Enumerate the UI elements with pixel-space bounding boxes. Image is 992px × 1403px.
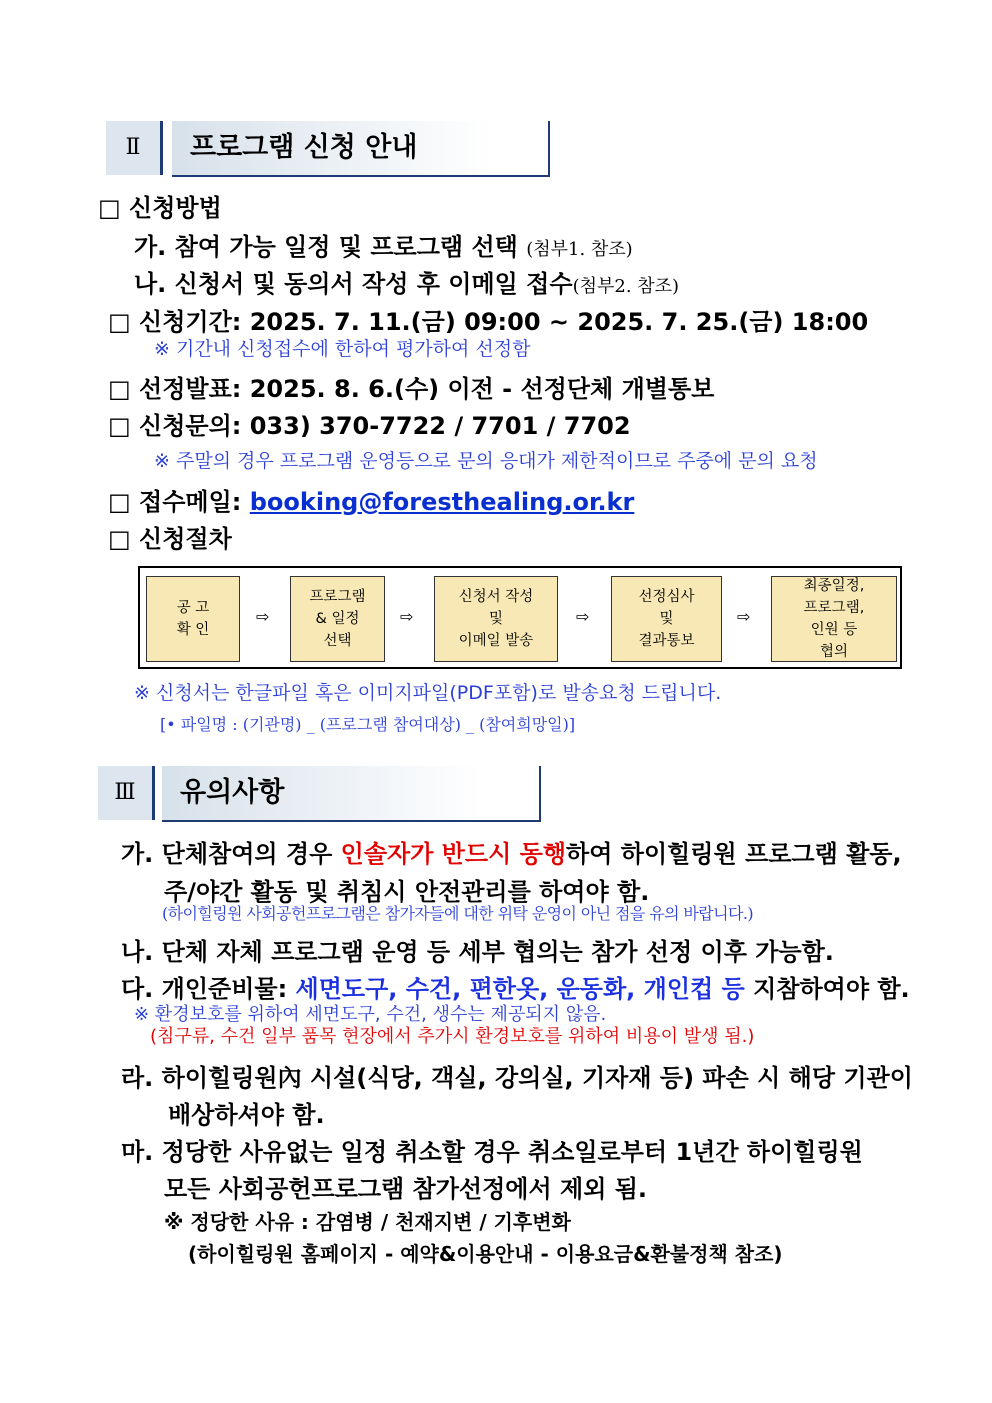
method-item-a (134, 227, 633, 262)
step-notice-check (146, 576, 240, 662)
inquiry-text: □ 신청문의: 033) 370-7722 / 7701 / 7702 (108, 412, 631, 440)
procedure-flow (138, 566, 902, 669)
email-link[interactable]: booking@foresthealing.or.kr (249, 488, 635, 516)
step-line: 및 (488, 611, 503, 627)
arrow-icon: ⇨ (576, 607, 590, 626)
step-line: 프로그램 (309, 589, 366, 605)
step-line: 최종일정, (803, 578, 865, 594)
notice-e-note1: ※ 정당한 사유 : 감염병 / 천재지변 / 기후변화 (164, 1210, 571, 1234)
procedure-note: ※ 신청서는 한글파일 혹은 이미지파일(PDF포함)로 발송요청 드립니다. (134, 682, 722, 704)
arrow-icon: ⇨ (737, 607, 751, 626)
step-line: 선정심사 (638, 589, 695, 605)
method-item-b (134, 264, 679, 299)
announce-text: □ 선정발표: 2025. 8. 6.(수) 이전 - 선정단체 개별통보 (108, 375, 715, 403)
notice-c-post: 지참하여야 함. (744, 975, 910, 1003)
notice-a-post: 하여 하이힐링원 프로그램 활동, (566, 840, 902, 868)
notice-e-note2: (하이힐링원 홈페이지 - 예약&이용안내 - 이용요금&환불정책 참조) (188, 1242, 783, 1266)
section-title: 프로그램 신청 안내 (172, 121, 550, 177)
notice-c (121, 969, 910, 1004)
step-review-result (611, 576, 722, 662)
step-line: 협의 (819, 644, 848, 660)
step-line: 프로그램, (803, 600, 865, 616)
notice-e-line1: 마. 정당한 사유없는 일정 취소할 경우 취소일로부터 1년간 하이힐링원 (121, 1138, 863, 1166)
notice-a-note: (하이힐링원 사회공헌프로그램은 참가자들에 대한 위탁 운영이 아닌 점을 유의 바랍니다.) (162, 904, 753, 923)
section-title: 유의사항 (162, 766, 541, 822)
step-line: 결과통보 (638, 633, 695, 649)
period-text: □ 신청기간: 2025. 7. 11.(금) 09:00 ~ 2025. 7. 25.(금) 18:00 (108, 308, 869, 336)
step-final-consult (771, 576, 897, 662)
method-heading: □ 신청방법 (98, 194, 222, 222)
section-number: Ⅱ (106, 121, 163, 175)
method-item-b-ref: (첨부2. 참조) (572, 276, 680, 297)
notice-c-note1: ※ 환경보호를 위하여 세면도구, 수건, 생수는 제공되지 않음. (134, 1004, 607, 1025)
notice-d-line2: 배상하셔야 함. (168, 1101, 325, 1129)
notice-e-line2: 모든 사회공헌프로그램 참가선정에서 제외 됨. (164, 1175, 648, 1203)
procedure-heading: □ 신청절차 (108, 525, 232, 553)
step-line: 신청서 작성 (458, 589, 534, 605)
step-application-send (434, 576, 558, 662)
arrow-icon: ⇨ (400, 607, 414, 626)
section-number: Ⅲ (98, 766, 155, 820)
step-line: 확 인 (176, 622, 210, 638)
step-line: & 일정 (315, 611, 360, 627)
notice-c-items: 세면도구, 수건, 편한옷, 운동화, 개인컵 등 (295, 975, 745, 1003)
step-line: 이메일 발송 (458, 633, 534, 649)
arrow-icon: ⇨ (256, 607, 270, 626)
notice-a-highlight: 인솔자가 반드시 동행 (340, 840, 567, 868)
method-item-a-ref: (첨부1. 참조) (526, 239, 633, 260)
notice-a-pre: 가. 단체참여의 경우 (121, 840, 341, 868)
notice-c-note2: (침구류, 수건 일부 품목 현장에서 추가시 환경보호를 위하여 비용이 발생 됨.) (150, 1026, 755, 1047)
step-line: 및 (659, 611, 674, 627)
notice-b: 나. 단체 자체 프로그램 운영 등 세부 협의는 참가 선정 이후 가능함. (121, 938, 834, 966)
email-label: □ 접수메일: (108, 488, 250, 516)
step-line: 공 고 (176, 600, 210, 616)
notice-c-pre: 다. 개인준비물: (121, 975, 296, 1003)
filename-note: [• 파일명 : (기관명) _ (프로그램 참여대상) _ (참여희망일)] (160, 715, 576, 734)
method-item-b-text: 나. 신청서 및 동의서 작성 후 이메일 접수 (134, 270, 573, 298)
method-item-a-text: 가. 참여 가능 일정 및 프로그램 선택 (134, 233, 518, 261)
notice-a (121, 834, 902, 869)
email-line (108, 482, 634, 517)
inquiry-note: ※ 주말의 경우 프로그램 운영등으로 문의 응대가 제한적이므로 주중에 문의 요청 (154, 450, 818, 472)
step-line: 선택 (323, 633, 352, 649)
step-line: 인원 등 (810, 622, 858, 638)
notice-a-line2: 주/야간 활동 및 취침시 안전관리를 하여야 함. (164, 878, 650, 906)
step-program-select (290, 576, 385, 662)
period-note: ※ 기간내 신청접수에 한하여 평가하여 선정함 (154, 338, 531, 360)
notice-d-line1: 라. 하이힐링원內 시설(식당, 객실, 강의실, 기자재 등) 파손 시 해당 기관이 (121, 1064, 913, 1092)
